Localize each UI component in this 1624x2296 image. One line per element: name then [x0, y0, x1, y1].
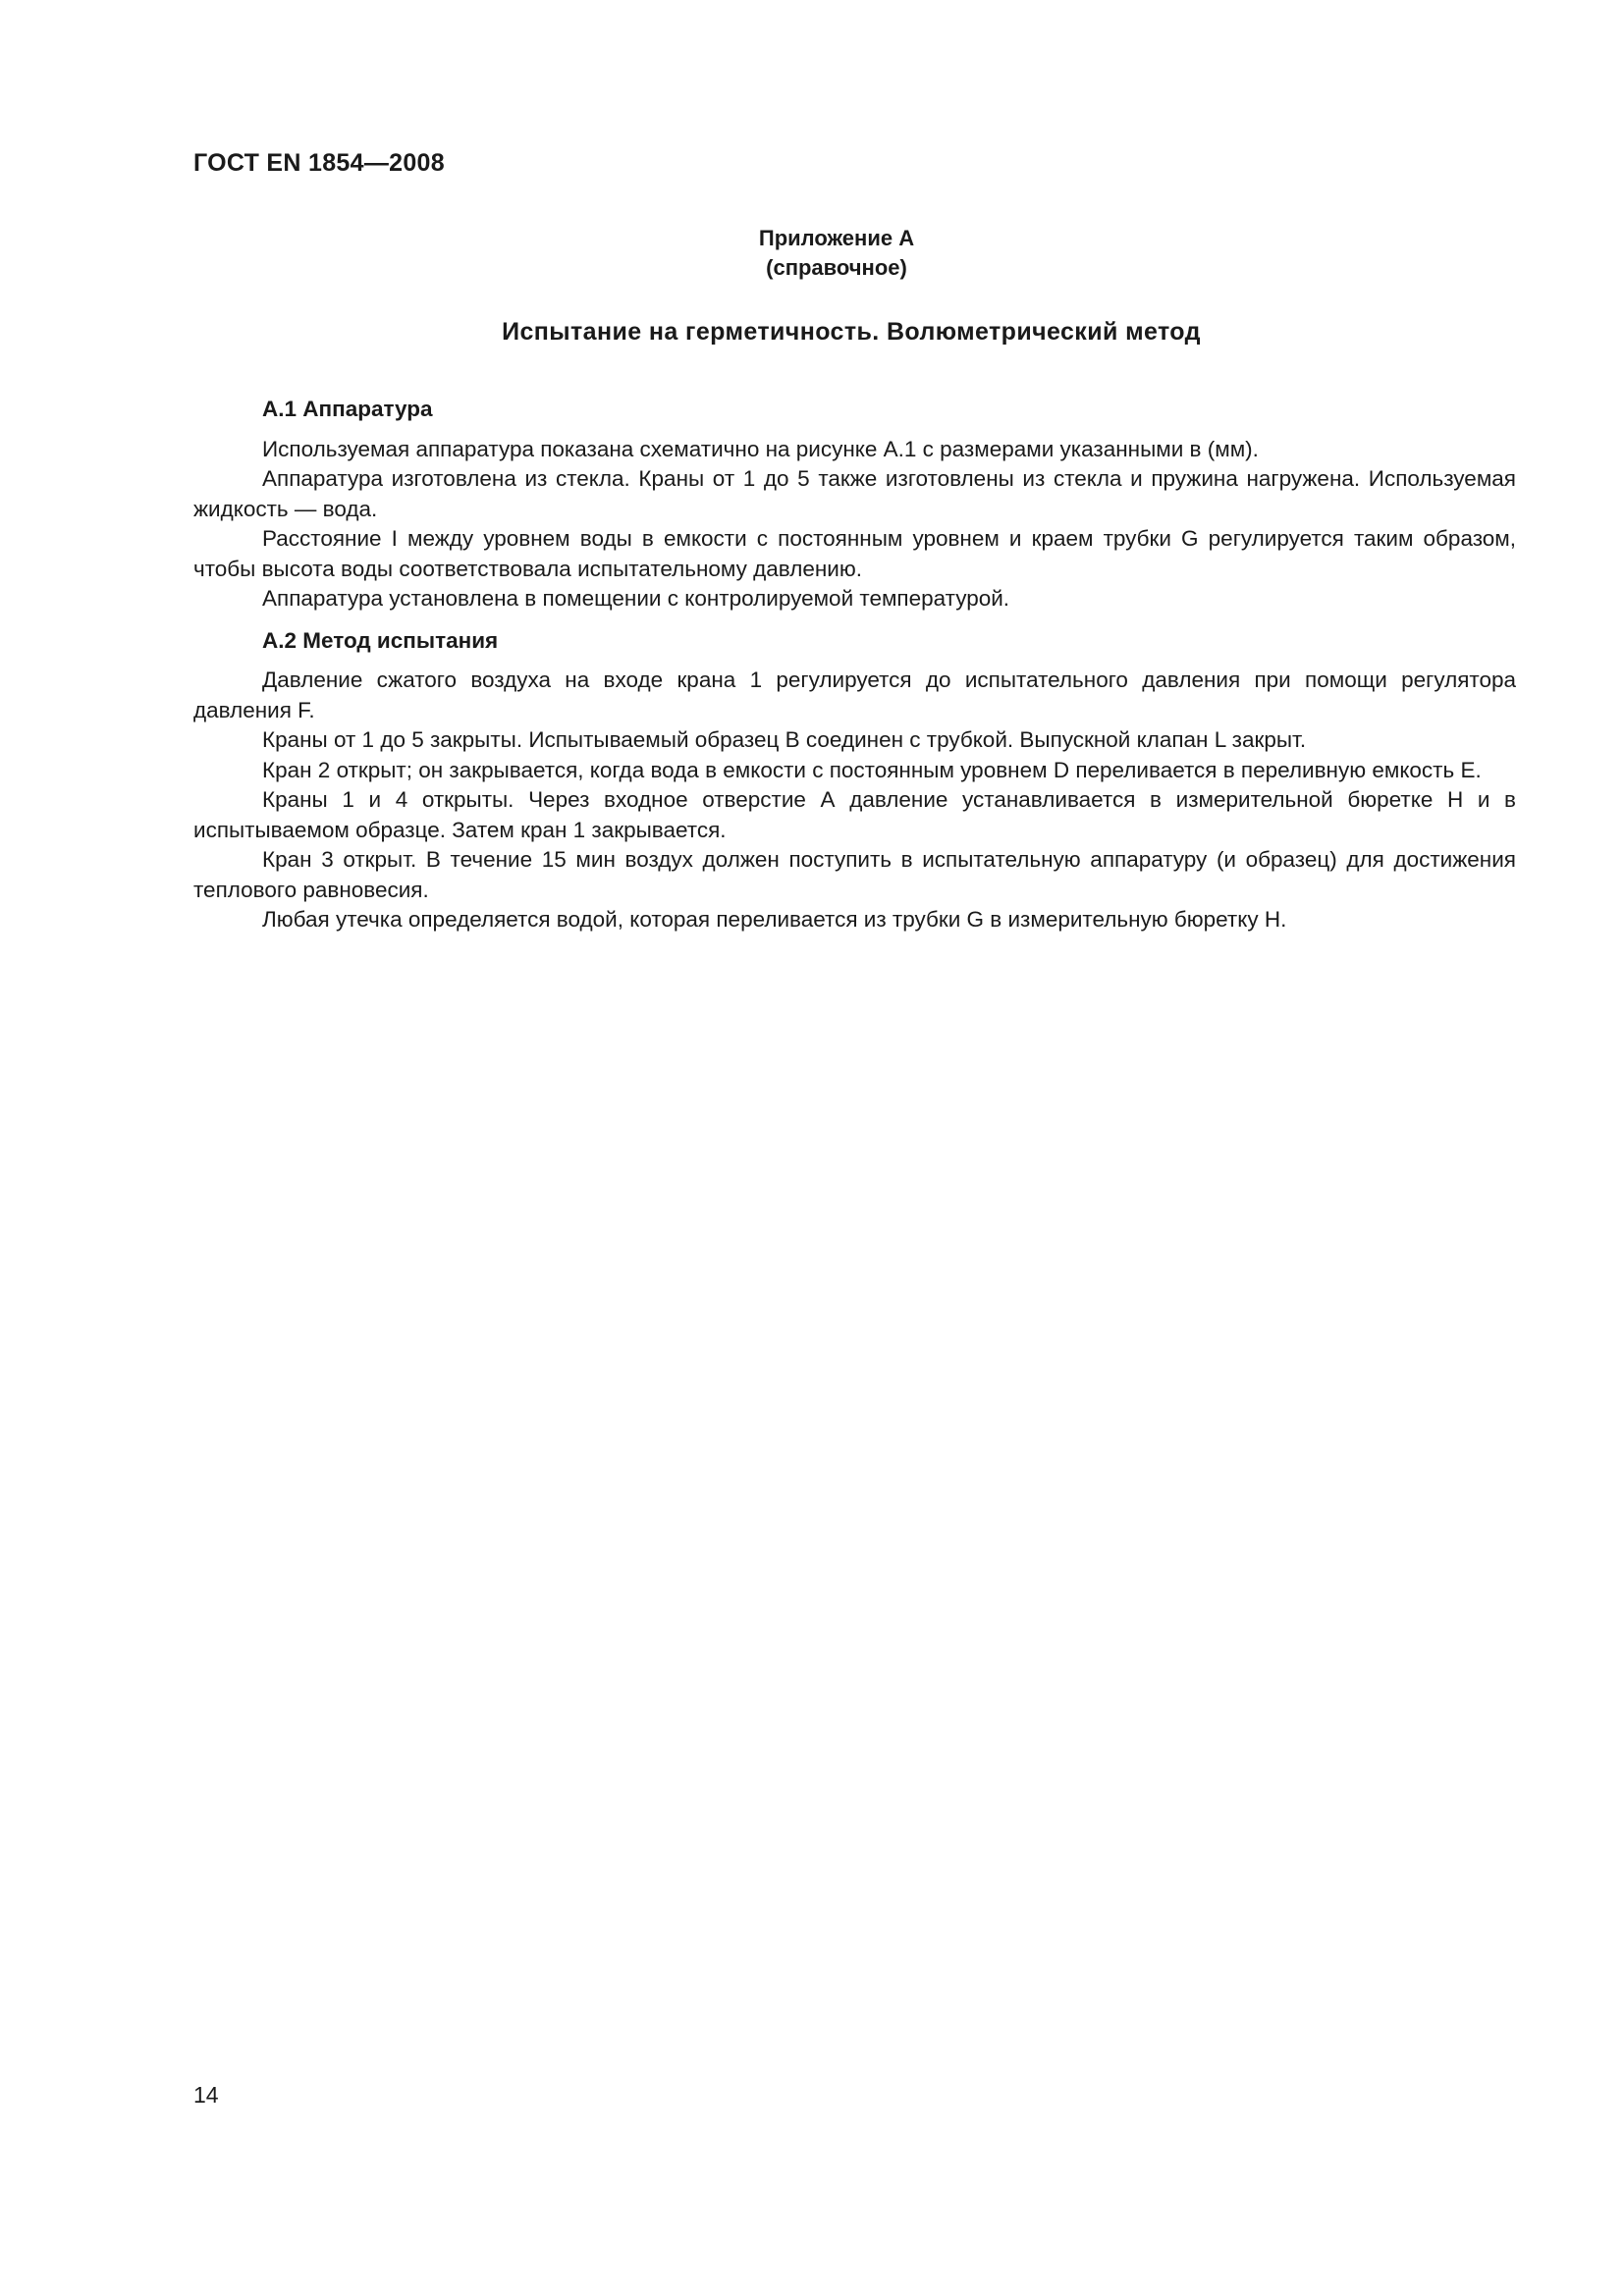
paragraph: Краны от 1 до 5 закрыты. Испытываемый образец В соединен с трубкой. Выпускной клапан L закрыт. — [262, 727, 1307, 752]
paragraph: Расстояние I между уровнем воды в емкости с постоянным уровнем и краем трубки G регулируется таким образом, чтобы высота воды соответствовала испытательному давлению. — [193, 526, 1516, 581]
page-number: 14 — [193, 2082, 219, 2108]
paragraph: Краны 1 и 4 открыты. Через входное отверстие А давление устанавливается в измерительной бюретке Н и в испытываемом образце. Затем кран 1 закрывается. — [193, 787, 1516, 842]
appendix-heading — [0, 224, 1624, 283]
appendix-subtitle: (справочное) — [766, 255, 907, 280]
paragraph: Любая утечка определяется водой, которая переливается из трубки G в измерительную бюретку Н. — [262, 907, 1287, 932]
document-body — [193, 395, 1516, 935]
paragraph: Аппаратура установлена в помещении с контролируемой температурой. — [262, 586, 1010, 611]
section-heading-a2: А.2 Метод испытания — [262, 627, 499, 653]
paragraph: Кран 3 открыт. В течение 15 мин воздух должен поступить в испытательную аппаратуру (и образец) для достижения теплового равновесия. — [193, 847, 1516, 902]
paragraph: Используемая аппаратура показана схематично на рисунке А.1 с размерами указанными в (мм). — [262, 436, 1259, 461]
appendix-title: Приложение А — [758, 226, 915, 250]
main-title: Испытание на герметичность. Волюметрический метод — [502, 318, 1201, 346]
section-heading-a1: А.1 Аппаратура — [262, 397, 433, 421]
paragraph: Аппаратура изготовлена из стекла. Краны от 1 до 5 также изготовлены из стекла и пружина нагружена. Используемая жидкость — вода. — [193, 466, 1516, 521]
document-code: ГОСТ EN 1854—2008 — [193, 149, 445, 177]
paragraph: Давление сжатого воздуха на входе крана 1 регулируется до испытательного давления при помощи регулятора давления F. — [193, 667, 1516, 722]
paragraph: Кран 2 открыт; он закрывается, когда вода в емкости с постоянным уровнем D переливается в переливную емкость E. — [262, 757, 1482, 782]
